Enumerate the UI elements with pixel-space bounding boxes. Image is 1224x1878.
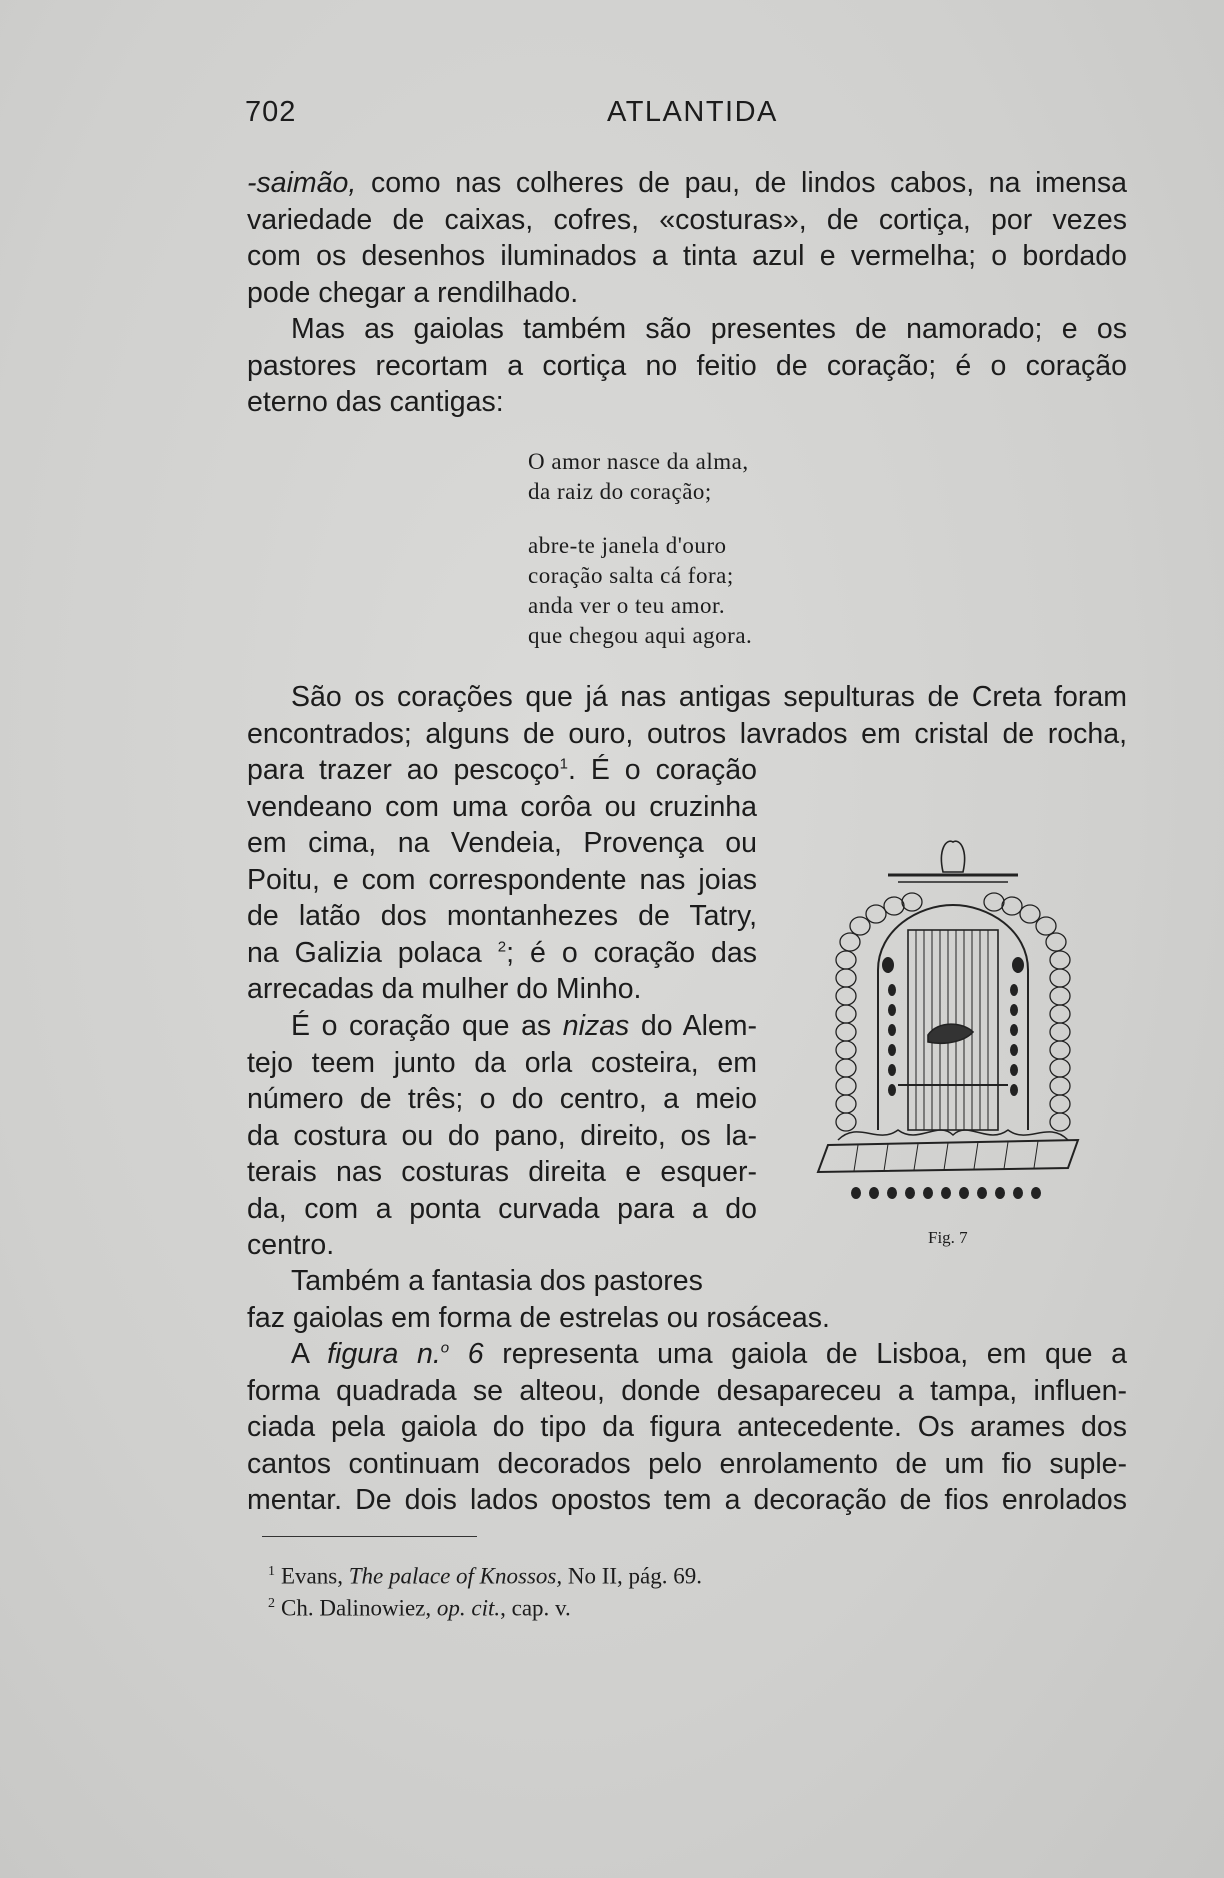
footnote-1: $^1$ Evans, The palace of Knossos, No II, pág. 69. <box>268 1563 702 1589</box>
text-line: encontrados; alguns de ouro, outros lavrados em cristal de rocha, <box>247 717 1127 750</box>
footnote-2: $^2$ Ch. Dalinowiez, op. cit., cap. v. <box>268 1595 571 1621</box>
text-line: com os desenhos iluminados a tinta azul e vermelha; o bordado <box>247 240 1127 272</box>
verse-line: que chegou aqui agora. <box>528 623 753 648</box>
text-line: forma quadrada se alteou, donde desapareceu a tampa, influen- <box>247 1374 1127 1407</box>
text-line: terais nas costuras direita e esquer- <box>247 1156 757 1188</box>
text-line: da costura ou do pano, direito, os la- <box>247 1119 757 1152</box>
text-line: faz gaiolas em forma de estrelas ou rosáceas. <box>247 1301 830 1334</box>
text-line: Também a fantasia dos pastores <box>291 1265 703 1297</box>
text-line: Mas as gaiolas também são presentes de namorado; e os <box>291 313 1127 345</box>
text-line: mentar. De dois lados opostos tem a decoração de fios enrolados <box>247 1484 1127 1516</box>
text-line: de latão dos montanhezes de Tatry, <box>247 900 757 932</box>
text-line: pastores recortam a cortiça no feitio de coração; é o coração <box>247 349 1127 382</box>
verse-line: O amor nasce da alma, <box>528 449 749 474</box>
text-line: na Galizia polaca $^2$; é o coração das <box>247 936 757 969</box>
footnote-ref-2[interactable]: 2 <box>497 938 507 955</box>
text-line: tejo teem junto da orla costeira, em <box>247 1046 757 1079</box>
text-line: É o coração que as nizas do Alem- <box>291 1010 758 1042</box>
verse-line: anda ver o teu amor. <box>528 593 726 618</box>
page-header <box>245 96 1125 130</box>
text-line: variedade de caixas, cofres, «costuras», de cortiça, por vezes <box>247 203 1127 236</box>
paragraph-1 <box>247 165 1127 311</box>
figure-caption: Fig. 7 <box>928 1228 968 1247</box>
text-line: ciada pela gaiola do tipo da figura antecedente. Os arames dos <box>247 1411 1127 1443</box>
verse-line: da raiz do coração; <box>528 479 712 504</box>
text-line: da, com a ponta curvada para a do <box>247 1192 757 1225</box>
text-line: São os corações que já nas antigas sepulturas de Creta foram <box>291 681 1127 713</box>
text-line: centro. <box>247 1229 335 1261</box>
text-line: -saimão, como nas colheres de pau, de lindos cabos, na imensa <box>247 167 1127 199</box>
paragraph-2 <box>247 311 1127 421</box>
verse-stanza-1 <box>528 447 828 507</box>
page-number: 702 <box>245 96 297 128</box>
paragraph-4 <box>247 1008 757 1264</box>
verse-stanza-2 <box>528 531 828 651</box>
verse-line: abre-te janela d'ouro <box>528 533 727 558</box>
text-line: arrecadas da mulher do Minho. <box>247 973 642 1005</box>
text-line: A figura n.$^o$ 6 representa uma gaiola de Lisboa, em que a <box>291 1338 1128 1370</box>
paragraph-5 <box>247 1263 1127 1336</box>
text-line: eterno das cantigas: <box>247 386 504 418</box>
text-line: vendeano com uma corôa ou cruzinha <box>247 790 757 823</box>
text-line: em cima, na Vendeia, Provença ou <box>247 827 757 859</box>
cage-illustration <box>788 800 1118 1250</box>
text-line: número de três; o do centro, a meio <box>247 1083 757 1115</box>
paragraph-6 <box>247 1336 1127 1519</box>
paragraph-3 <box>247 679 1127 752</box>
text-line: cantos continuam decorados pelo enrolamento de um fio suple- <box>247 1447 1127 1480</box>
verse-line: coração salta cá fora; <box>528 563 734 588</box>
text-line: Poitu, e com correspondente nas joias <box>247 863 757 896</box>
text-line: pode chegar a rendilhado. <box>247 276 579 309</box>
text-line: para trazer ao pescoço$^1$. É o coração <box>247 754 757 786</box>
running-title: ATLANTIDA <box>607 96 778 128</box>
paragraph-3-wrapped <box>247 752 757 1008</box>
footnote-divider <box>262 1536 477 1537</box>
footnote-ref-1[interactable]: 1 <box>559 755 568 773</box>
